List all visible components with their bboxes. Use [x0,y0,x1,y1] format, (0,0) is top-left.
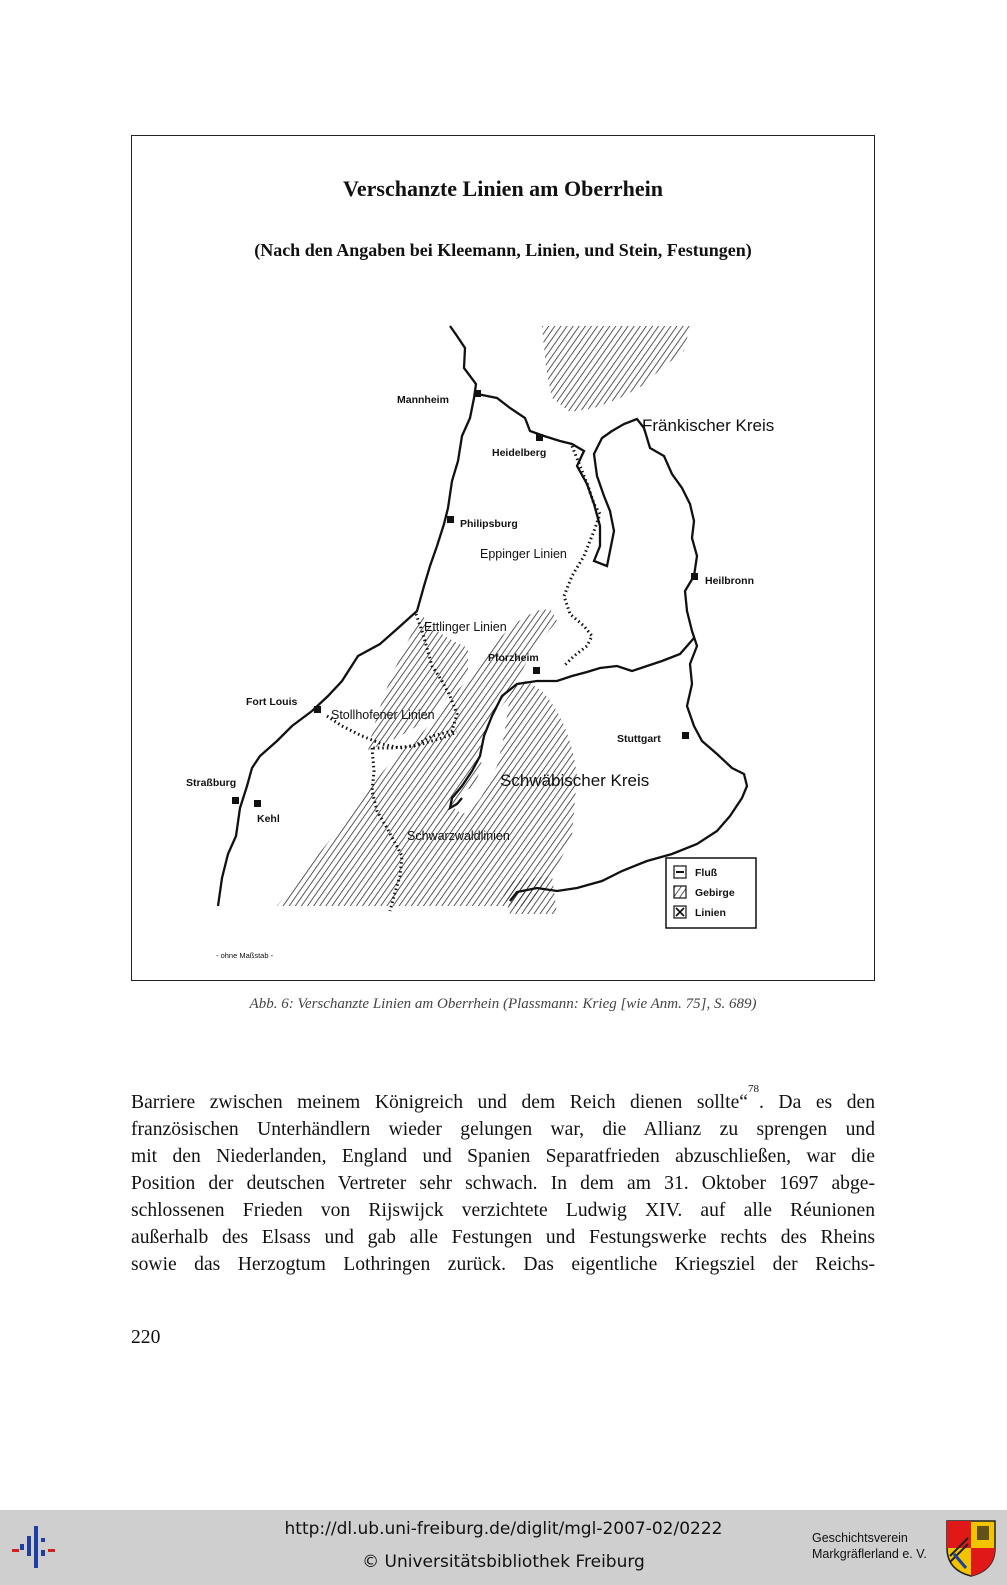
label-fraenkischer-kreis: Fränkischer Kreis [642,416,775,435]
society-line-2: Markgräflerland e. V. [812,1547,927,1561]
legend-label-lines: Linien [695,907,726,919]
footer-copyright: © Universitätsbibliothek Freiburg [362,1552,645,1572]
city-label-fort-louis: Fort Louis [246,696,298,708]
city-label-kehl: Kehl [257,813,280,825]
city-label-mannheim: Mannheim [397,394,449,406]
city-label-philipsburg: Philipsburg [460,518,518,530]
label-schwaebischer-kreis: Schwäbischer Kreis [500,771,650,790]
scale-note: - ohne Maßstab - [216,951,274,960]
footer-bar [0,1510,1007,1585]
label-eppinger-linien: Eppinger Linien [480,547,567,561]
body-paragraph [131,1083,875,1278]
city-label-heilbronn: Heilbronn [705,575,754,587]
odenwald-mountains [542,326,690,412]
body-line-7: sowie das Herzogtum Lothringen zurück. Das eigentliche Kriegsziel der Reichs- [131,1254,875,1275]
label-stollhofener-linien: Stollhofener Linien [331,708,435,722]
south-mountains [504,876,557,914]
map-legend [666,858,756,928]
eppinger-line [564,446,600,666]
fort-louis-marker [314,706,321,713]
city-label-strassburg: Straßburg [186,777,237,789]
legend-label-river: Fluß [695,867,718,879]
figure-caption: Abb. 6: Verschanzte Linien am Oberrhein (Plassmann: Krieg [wie Anm. 75], S. 689) [249,996,757,1012]
philipsburg-marker [447,516,454,523]
body-line-4: Position der deutschen Vertreter sehr schwach. In dem am 31. Oktober 1697 abge- [131,1173,875,1194]
label-ettlinger-linien: Ettlinger Linien [424,620,507,634]
pforzheim-marker [533,667,540,674]
heilbronn-marker [691,573,698,580]
footer-society-name [812,1530,940,1562]
city-label-pforzheim: Pforzheim [488,652,539,664]
legend-mountains-swatch [674,886,686,898]
body-line-2: französischen Unterhändlern wieder gelungen war, die Allianz zu sprengen und [131,1119,875,1140]
heidelberg-marker [536,434,543,441]
page-number: 220 [131,1327,161,1348]
legend-label-mountains: Gebirge [695,887,735,899]
kehl-marker [254,800,261,807]
map-figure [131,135,875,981]
coat-of-arms-icon [944,1518,998,1578]
city-label-stuttgart: Stuttgart [617,733,661,745]
map-title: Verschanzte Linien am Oberrhein [343,176,663,201]
body-line-6: außerhalb des Elsass und gab alle Festungen und Festungswerke rechts des Rheins [131,1227,875,1248]
footer-url-link[interactable]: http://dl.ub.uni-freiburg.de/diglit/mgl-2007-02/0222 [284,1519,723,1539]
map-subtitle: (Nach den Angaben bei Kleemann, Linien, und Stein, Festungen) [254,240,752,260]
mannheim-marker [474,390,481,397]
body-line-5: schlossenen Frieden von Rijswijck verzichtete Ludwig XIV. auf alle Réunionen [131,1200,875,1221]
stuttgart-marker [682,732,689,739]
map-drawing [132,136,874,980]
body-line-1: Barriere zwischen meinem Königreich und dem Reich dienen sollte“$^{78}$. Da es den [131,1083,875,1113]
label-schwarzwaldlinien: Schwarzwaldlinien [407,829,510,843]
footnote-ref: 78 [747,1083,759,1095]
strassburg-marker [232,797,239,804]
society-line-1: Geschichtsverein [812,1531,908,1545]
city-label-heidelberg: Heidelberg [492,447,547,459]
body-line-3: mit den Niederlanden, England und Spanien Separatfrieden abzuschließen, war die [131,1146,875,1167]
